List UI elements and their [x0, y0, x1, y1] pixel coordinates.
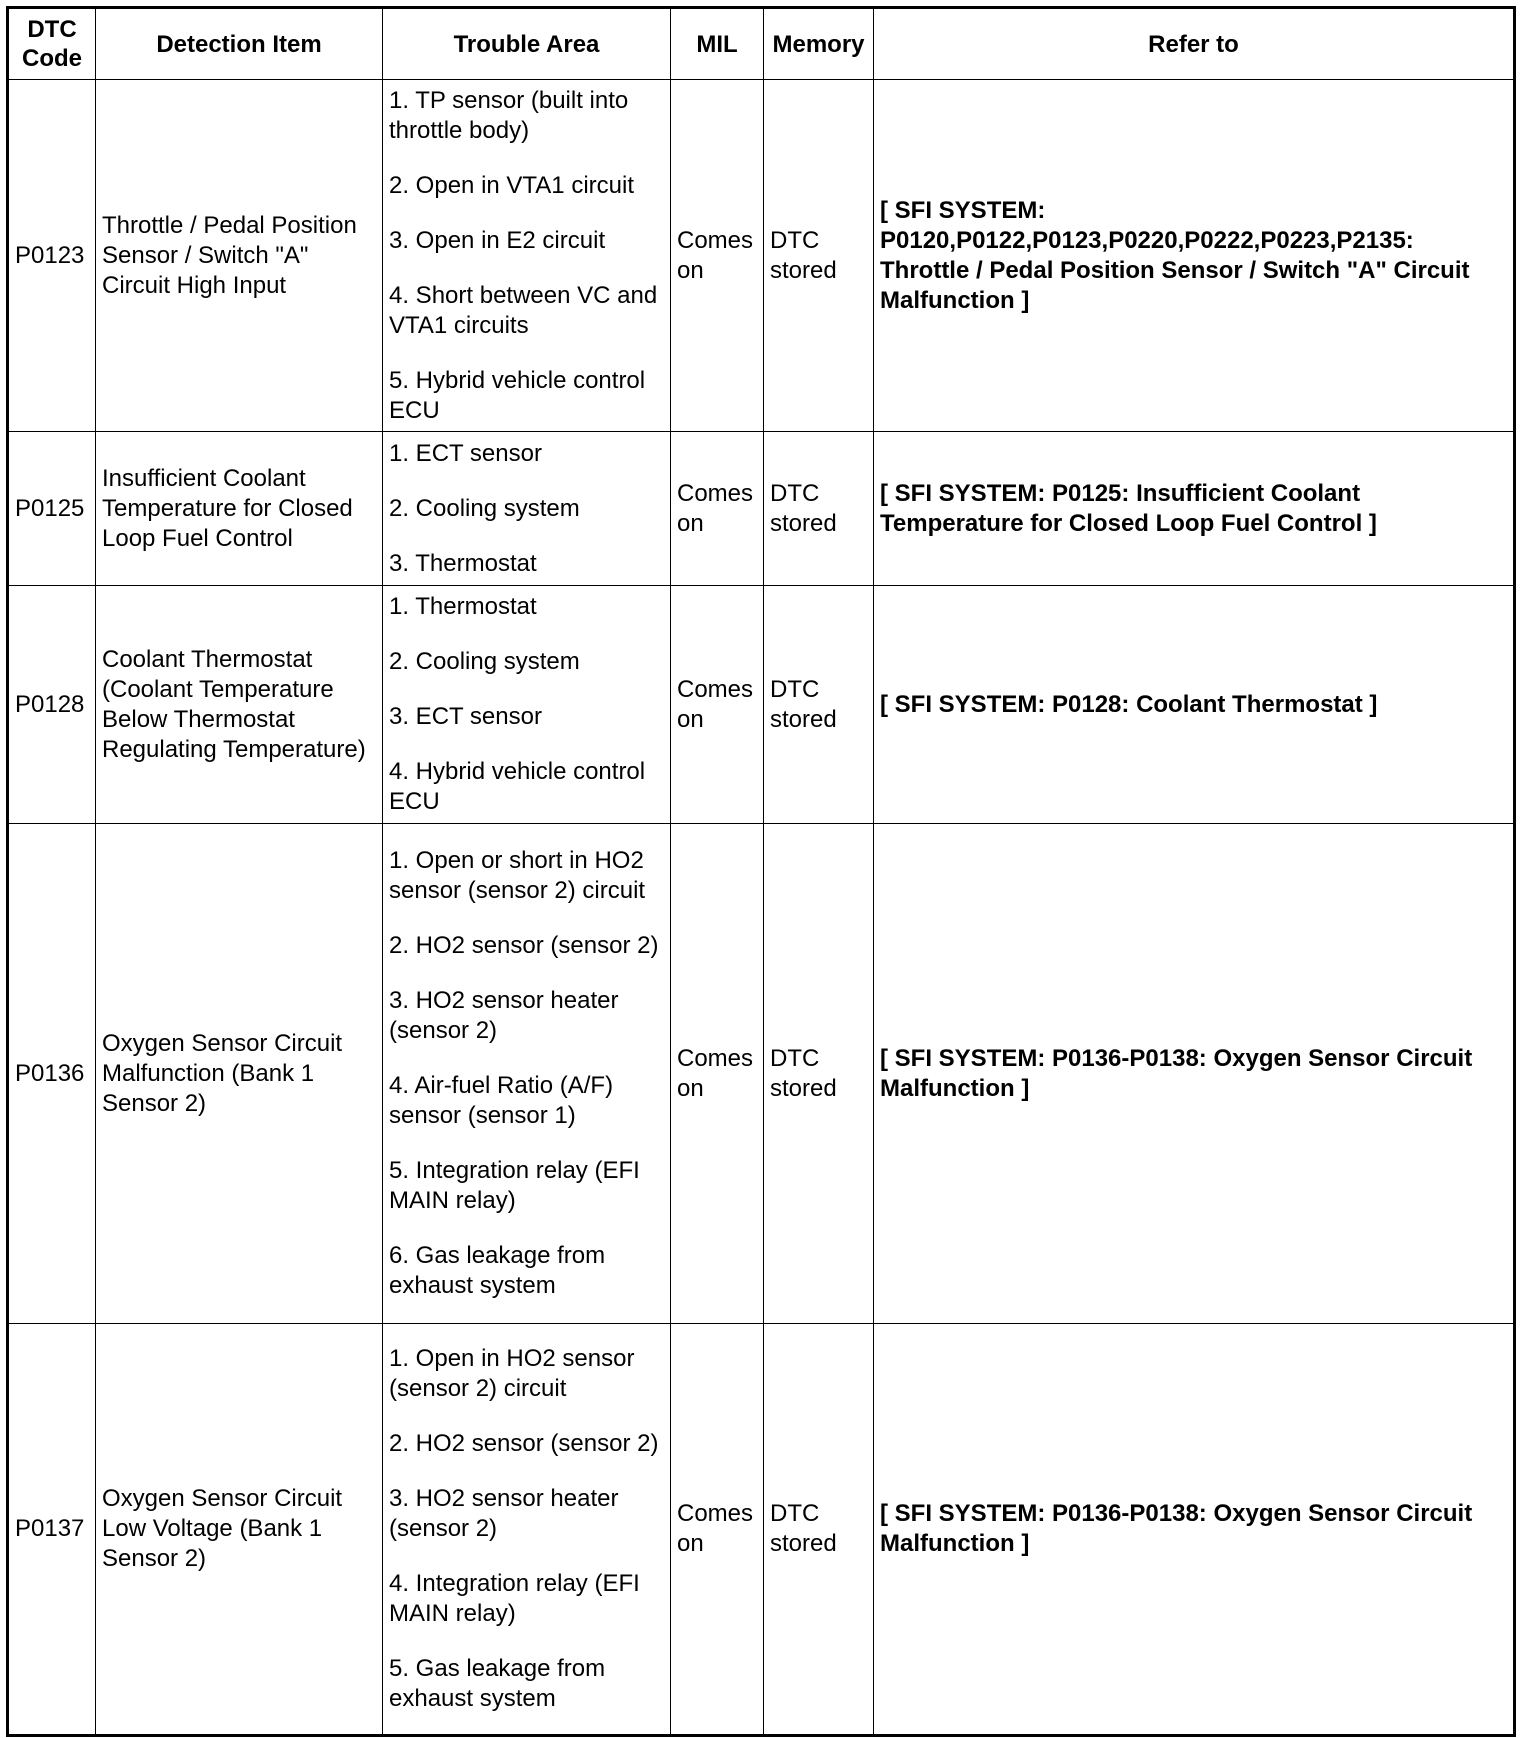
detection-item-cell: Coolant Thermostat (Coolant Temperature Below Thermostat Regulating Temperature) — [96, 586, 383, 824]
detection-item-cell: Throttle / Pedal Position Sensor / Switch "A" Circuit High Input — [96, 80, 383, 432]
detection-item-cell: Oxygen Sensor Circuit Low Voltage (Bank 1 Sensor 2) — [96, 1324, 383, 1736]
dtc-code-cell: P0128 — [8, 586, 96, 824]
trouble-area-item: 1. TP sensor (built into throttle body) — [389, 86, 629, 144]
trouble-area-item: 3. HO2 sensor heater (sensor 2) — [389, 1485, 619, 1542]
detection-item-cell: Insufficient Coolant Temperature for Closed Loop Fuel Control — [96, 432, 383, 586]
header-refer-to: Refer to — [874, 8, 1515, 80]
trouble-area-item: 2. Cooling system — [389, 494, 580, 522]
table-row — [8, 1324, 1515, 1736]
mil-cell: Comes on — [671, 824, 764, 1324]
detection-item-cell: Oxygen Sensor Circuit Malfunction (Bank 1 Sensor 2) — [96, 824, 383, 1324]
trouble-area-cell — [383, 824, 671, 1324]
refer-to-cell: [ SFI SYSTEM: P0136-P0138: Oxygen Sensor Circuit Malfunction ] — [874, 1324, 1515, 1736]
memory-cell: DTC stored — [764, 586, 874, 824]
refer-to-cell: [ SFI SYSTEM: P0136-P0138: Oxygen Sensor Circuit Malfunction ] — [874, 824, 1515, 1324]
mil-cell: Comes on — [671, 432, 764, 586]
header-memory: Memory — [764, 8, 874, 80]
trouble-area-item: 3. Thermostat — [389, 549, 537, 577]
dtc-code-cell: P0123 — [8, 80, 96, 432]
dtc-code-cell: P0125 — [8, 432, 96, 586]
trouble-area-item: 4. Hybrid vehicle control ECU — [389, 758, 646, 815]
memory-cell: DTC stored — [764, 824, 874, 1324]
trouble-area-cell — [383, 432, 671, 586]
trouble-area-item: 5. Hybrid vehicle control ECU — [389, 366, 646, 424]
refer-to-cell: [ SFI SYSTEM: P0125: Insufficient Coolant Temperature for Closed Loop Fuel Control ] — [874, 432, 1515, 586]
header-mil: MIL — [671, 8, 764, 80]
header-row — [8, 8, 1515, 80]
header-trouble-area: Trouble Area — [383, 8, 671, 80]
trouble-area-cell — [383, 1324, 671, 1736]
trouble-area-item: 2. HO2 sensor (sensor 2) — [389, 1430, 659, 1457]
table-row — [8, 80, 1515, 432]
dtc-code-cell: P0136 — [8, 824, 96, 1324]
trouble-area-item: 5. Integration relay (EFI MAIN relay) — [389, 1157, 640, 1214]
dtc-code-cell: P0137 — [8, 1324, 96, 1736]
mil-cell: Comes on — [671, 1324, 764, 1736]
trouble-area-cell — [383, 80, 671, 432]
table-row — [8, 432, 1515, 586]
trouble-area-item: 4. Integration relay (EFI MAIN relay) — [389, 1570, 640, 1627]
refer-to-cell: [ SFI SYSTEM: P0128: Coolant Thermostat ] — [874, 586, 1515, 824]
dtc-table — [6, 6, 1516, 1737]
trouble-area-item: 1. Open in HO2 sensor (sensor 2) circuit — [389, 1345, 635, 1402]
mil-cell: Comes on — [671, 80, 764, 432]
trouble-area-item: 2. HO2 sensor (sensor 2) — [389, 932, 659, 959]
trouble-area-item: 6. Gas leakage from exhaust system — [389, 1242, 606, 1299]
trouble-area-item: 3. ECT sensor — [389, 703, 542, 730]
trouble-area-item: 4. Short between VC and VTA1 circuits — [389, 281, 658, 339]
trouble-area-item: 1. Thermostat — [389, 593, 537, 620]
refer-to-cell: [ SFI SYSTEM: P0120,P0122,P0123,P0220,P0222,P0223,P2135: Throttle / Pedal Position Sensor / Switch "A" Circuit Malfunction ] — [874, 80, 1515, 432]
trouble-area-item: 4. Air-fuel Ratio (A/F) sensor (sensor 1) — [389, 1072, 614, 1129]
header-dtc-code: DTC Code — [8, 8, 96, 80]
trouble-area-item: 3. HO2 sensor heater (sensor 2) — [389, 987, 619, 1044]
trouble-area-item: 1. Open or short in HO2 sensor (sensor 2) circuit — [389, 847, 646, 904]
memory-cell: DTC stored — [764, 432, 874, 586]
trouble-area-item: 2. Open in VTA1 circuit — [389, 171, 634, 199]
trouble-area-item: 1. ECT sensor — [389, 439, 542, 467]
mil-cell: Comes on — [671, 586, 764, 824]
memory-cell: DTC stored — [764, 80, 874, 432]
table-row — [8, 586, 1515, 824]
trouble-area-item: 5. Gas leakage from exhaust system — [389, 1655, 606, 1712]
memory-cell: DTC stored — [764, 1324, 874, 1736]
trouble-area-item: 2. Cooling system — [389, 648, 580, 675]
trouble-area-item: 3. Open in E2 circuit — [389, 226, 606, 254]
header-detection-item: Detection Item — [96, 8, 383, 80]
table-body — [8, 80, 1515, 1736]
table-row — [8, 824, 1515, 1324]
trouble-area-cell — [383, 586, 671, 824]
